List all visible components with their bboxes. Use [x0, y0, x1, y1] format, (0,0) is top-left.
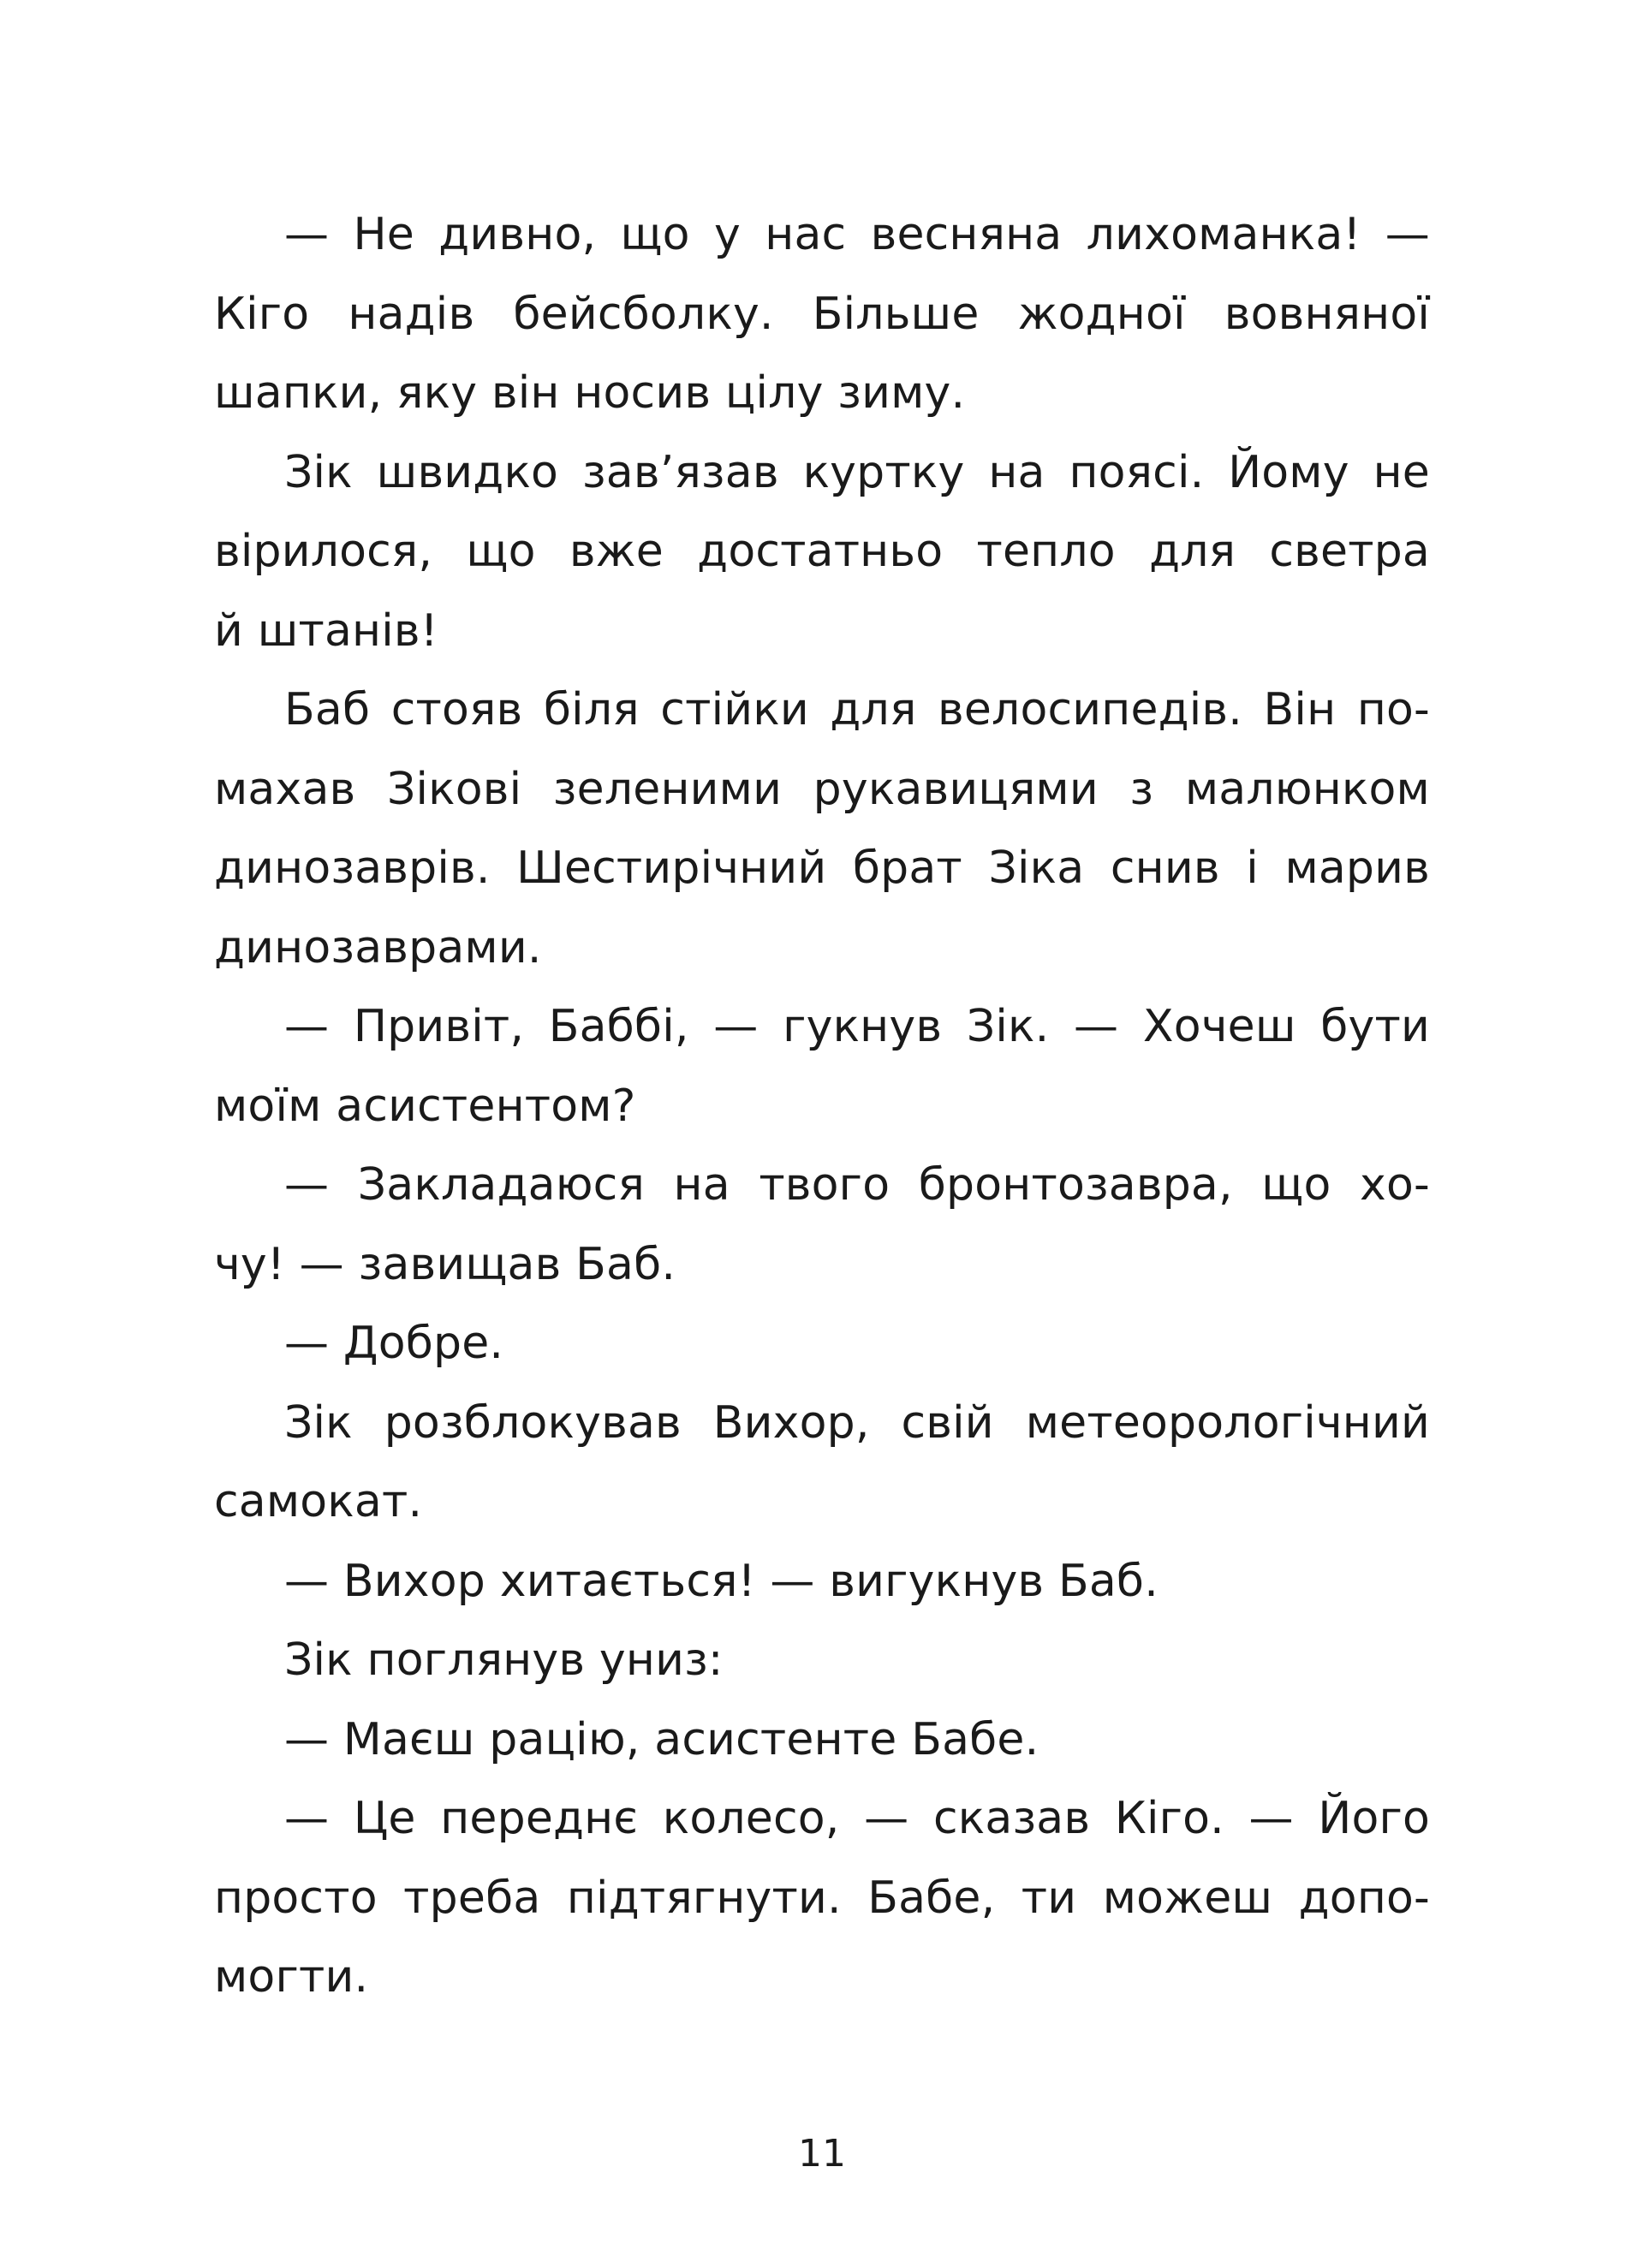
text-line: динозаврами. — [214, 921, 542, 973]
text-line: вірилося, що вже достатньо тепло для светра — [214, 526, 1430, 577]
text-line: й штанів! — [214, 604, 438, 657]
text-line: — Вихор хитається! — вигукнув Баб. — [284, 1555, 1159, 1607]
paragraph — [214, 1304, 1430, 1384]
paragraph — [214, 670, 1430, 987]
text-line: динозаврів. Шестирічний брат Зіка снив і марив — [214, 842, 1430, 894]
paragraph — [214, 987, 1430, 1146]
text-line: — Закладаюся на твого бронтозавра, що хо- — [284, 1159, 1430, 1211]
text-line: — Це переднє колесо, — сказав Кіго. — Його — [284, 1793, 1430, 1844]
text-line: — Не дивно, що у нас весняна лихоманка! — — [284, 209, 1430, 260]
book-page-text — [214, 195, 1430, 2017]
paragraph — [214, 433, 1430, 671]
paragraph — [214, 1621, 1430, 1700]
text-line: моїм асистентом? — [214, 1080, 636, 1132]
text-line: Зік поглянув униз: — [284, 1634, 724, 1686]
page-number: 11 — [798, 2132, 846, 2176]
paragraph — [214, 1146, 1430, 1304]
text-line: могти. — [214, 1951, 369, 2003]
text-line: Баб стояв біля стійки для велосипедів. Він по- — [284, 684, 1430, 735]
text-line: Зік розблокував Вихор, свій метеорологічний — [284, 1396, 1430, 1449]
text-line: — Привіт, Баббі, — гукнув Зік. — Хочеш бути — [284, 1001, 1430, 1052]
paragraph — [214, 1700, 1430, 1780]
text-line: Кіго надів бейсболку. Більше жодної вовняної — [214, 288, 1430, 340]
text-line: — Маєш рацію, асистенте Бабе. — [284, 1713, 1039, 1765]
paragraph — [214, 1384, 1430, 1542]
text-line: шапки, яку він носив цілу зиму. — [214, 367, 966, 419]
text-line: чу! — завищав Баб. — [214, 1238, 676, 1290]
text-line: — Добре. — [284, 1318, 504, 1369]
text-line: Зік швидко зав’язав куртку на поясі. Йому не — [284, 446, 1430, 498]
paragraph — [214, 1542, 1430, 1622]
paragraph — [214, 1779, 1430, 2017]
text-line: махав Зікові зеленими рукавицями з малюнком — [214, 763, 1430, 815]
text-line: просто треба підтягнути. Бабе, ти можеш допо- — [214, 1872, 1430, 1924]
text-line: самокат. — [214, 1476, 423, 1527]
paragraph — [214, 195, 1430, 433]
